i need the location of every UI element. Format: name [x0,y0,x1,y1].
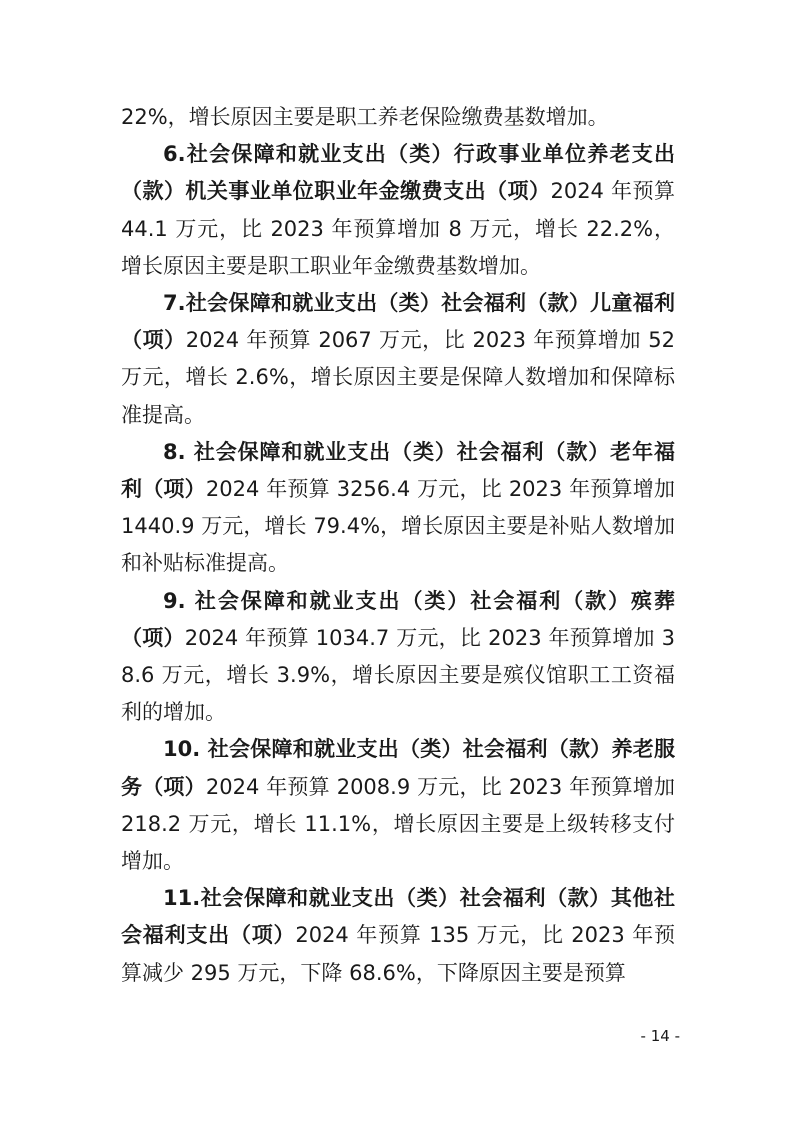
paragraph-lead: 8. 社会保障和就业支出（类）社会福利（款）老年福利（项） [121,439,675,502]
body-text [121,99,675,992]
paragraph-continuation [121,99,675,136]
paragraph-item-6 [121,136,675,285]
paragraph-lead: 9. 社会保障和就业支出（类）社会福利（款）殡葬（项） [121,588,675,650]
paragraph-item-7 [121,285,675,434]
page-number: - 14 - [640,1027,680,1045]
paragraph-body: 2024 年预算 1034.7 万元，比 2023 年预算增加 38.6 万元，增长 3.9%，增长原因主要是殡仪馆职工工资福利的增加。 [121,625,676,725]
paragraph-lead: 7.社会保障和就业支出（类）社会福利（款）儿童福利（项） [121,291,675,353]
paragraph-body: 2024 年预算 2067 万元，比 2023 年预算增加 52 万元，增长 2.6%，增长原因主要是保障人数增加和保障标准提高。 [121,328,675,427]
paragraph-body: 22%，增长原因主要是职工养老保险缴费基数增加。 [121,105,609,129]
paragraph-lead: 6.社会保障和就业支出（类）行政事业单位养老支出（款）机关事业单位职业年金缴费支出（项） [121,142,675,204]
paragraph-item-10 [121,731,675,880]
paragraph-body: 2024 年预算 3256.4 万元，比 2023 年预算增加 1440.9 万元，增长 79.4%，增长原因主要是补贴人数增加和补贴标准提高。 [121,477,676,576]
paragraph-body: 2024 年预算 44.1 万元，比 2023 年预算增加 8 万元，增长 22.2%，增长原因主要是职工职业年金缴费基数增加。 [121,179,676,278]
paragraph-item-8 [121,434,675,583]
paragraph-item-9 [121,583,675,732]
paragraph-lead: 11.社会保障和就业支出（类）社会福利（款）其他社会福利支出（项） [121,886,675,948]
paragraph-item-11 [121,880,675,992]
paragraph-lead: 10. 社会保障和就业支出（类）社会福利（款）养老服务（项） [121,737,675,799]
paragraph-body: 2024 年预算 2008.9 万元，比 2023 年预算增加 218.2 万元，增长 11.1%，增长原因主要是上级转移支付增加。 [121,774,676,874]
paragraph-body: 2024 年预算 135 万元，比 2023 年预算减少 295 万元，下降 68.6%，下降原因主要是预算 [121,923,675,985]
